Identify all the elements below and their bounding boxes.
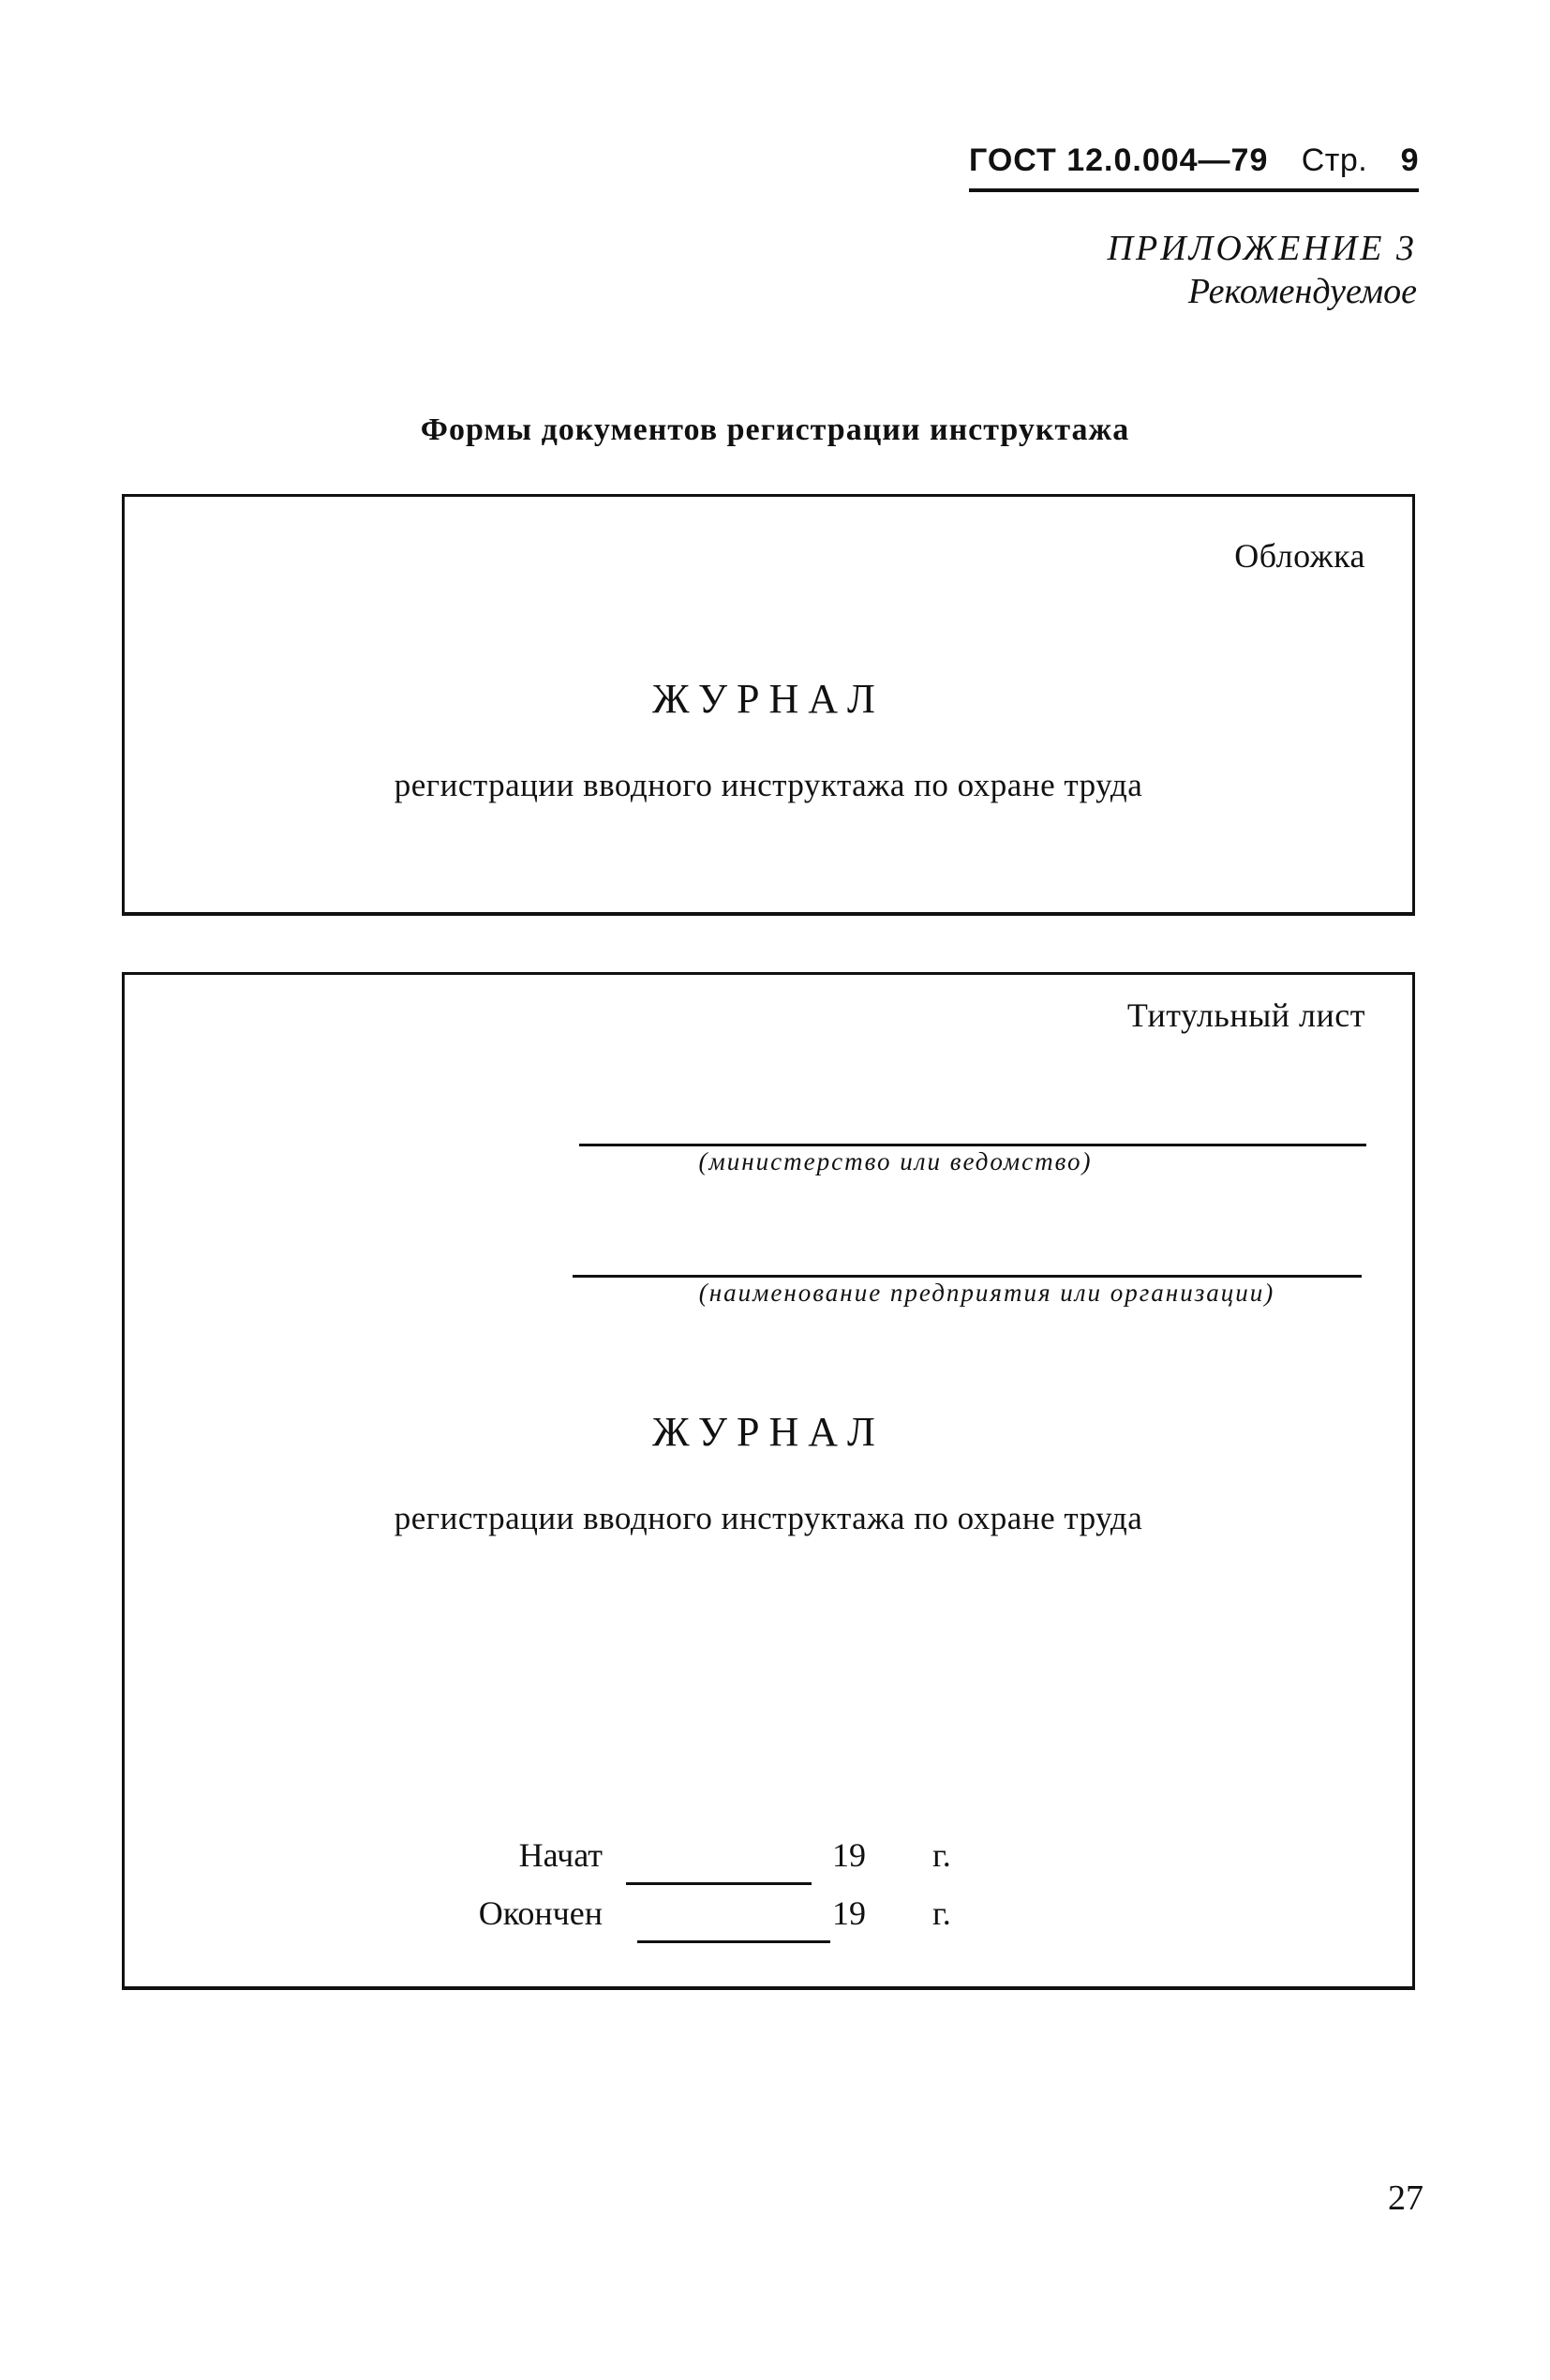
ministry-caption: (министерство или ведомство) <box>698 1147 1093 1175</box>
ministry-fill-line <box>579 1144 1366 1146</box>
finished-label: Окончен <box>478 1894 603 1932</box>
organization-fill-line <box>573 1275 1362 1278</box>
started-year-prefix: 19 <box>832 1836 866 1874</box>
title-page-journal-subtitle: регистрации вводного инструктажа по охране труда <box>394 1500 1143 1536</box>
page-value: 9 <box>1400 142 1419 178</box>
appendix-heading <box>1108 227 1417 313</box>
started-date-blank <box>626 1882 812 1885</box>
finished-year-prefix: 19 <box>832 1894 866 1932</box>
running-header <box>969 142 1419 192</box>
title-page-label: Титульный лист <box>1126 996 1365 1034</box>
title-page-journal-title: ЖУРНАЛ <box>652 1409 885 1455</box>
standard-number: ГОСТ 12.0.004—79 <box>969 142 1269 178</box>
started-year-suffix: г. <box>932 1836 951 1874</box>
finished-year-suffix: г. <box>932 1894 951 1932</box>
title-page-form <box>122 972 1415 1990</box>
appendix-status: Рекомендуемое <box>1187 272 1417 311</box>
cover-journal-subtitle: регистрации вводного инструктажа по охране труда <box>394 767 1143 803</box>
page-label: Стр. <box>1301 142 1368 178</box>
cover-label: Обложка <box>1234 537 1365 575</box>
organization-caption: (наименование предприятия или организации) <box>698 1279 1275 1307</box>
finished-row <box>125 1894 603 1935</box>
cover-journal-title: ЖУРНАЛ <box>652 676 885 722</box>
started-row <box>125 1835 603 1877</box>
cover-form <box>122 494 1415 916</box>
finished-date-blank <box>637 1940 830 1943</box>
started-label: Начат <box>518 1836 603 1874</box>
appendix-title: ПРИЛОЖЕНИЕ 3 <box>1107 229 1417 268</box>
section-title: Формы документов регистрации инструктажа <box>420 412 1130 447</box>
page-number: 27 <box>1388 2178 1423 2218</box>
